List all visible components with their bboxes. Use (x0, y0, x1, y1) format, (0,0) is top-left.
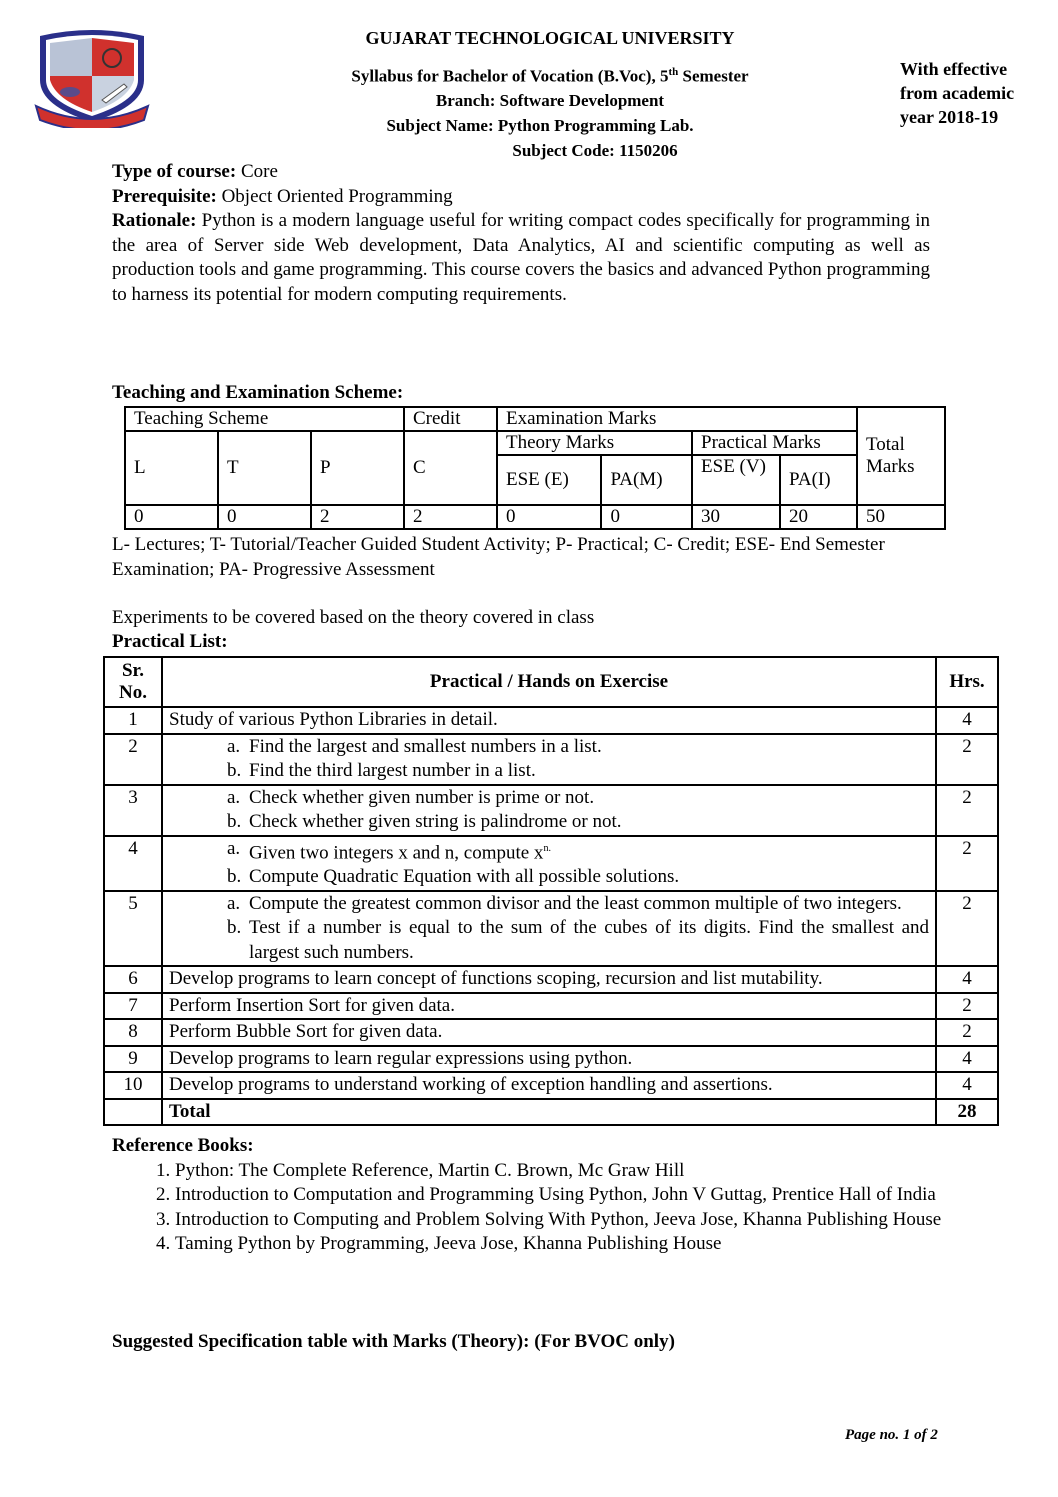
col-c: C (404, 431, 497, 505)
references-heading: Reference Books: (112, 1135, 254, 1156)
practical-table (103, 656, 999, 1126)
table-row (104, 1019, 998, 1046)
subject-code: Subject Code: 1150206 (512, 141, 678, 160)
sub-label: b. (227, 760, 242, 781)
sub-text (249, 837, 929, 866)
col-exercise: Practical / Hands on Exercise (162, 657, 936, 707)
value-total: 50 (857, 505, 945, 529)
row-sr: 1 (104, 707, 162, 734)
total-sr (104, 1099, 162, 1126)
sub-text-main: Given two integers x and n, compute x (249, 841, 544, 863)
row-text: Perform Bubble Sort for given data. (162, 1019, 936, 1046)
reference-item: 4. Taming Python by Programming, Jeeva Jose, Khanna Publishing House (175, 1232, 942, 1257)
table-row (104, 1072, 998, 1099)
row-sr: 3 (104, 785, 162, 836)
value-pa-i: 20 (780, 505, 857, 529)
effective-line: year 2018-19 (900, 107, 999, 127)
row-hrs: 4 (936, 966, 998, 993)
sub-text: Compute the greatest common divisor and the least common multiple of two integers. (249, 892, 902, 914)
sub-text: Check whether given number is prime or not. (249, 786, 595, 808)
value-t: 0 (218, 505, 311, 529)
table-row (104, 836, 998, 891)
row-hrs: 4 (936, 707, 998, 734)
scheme-legend (112, 533, 930, 582)
exponent: n. (543, 842, 551, 854)
sub-label: a. (227, 786, 241, 808)
rationale-label: Rationale: (112, 210, 197, 231)
sub-label: b. (227, 866, 242, 888)
university-logo (32, 28, 152, 128)
col-pa-m: PA(M) (601, 455, 692, 505)
table-row (104, 891, 998, 967)
row-sr: 5 (104, 891, 162, 967)
prereq-value: Object Oriented Programming (216, 185, 453, 207)
table-row (104, 966, 998, 993)
legend-text: L- Lectures; T- Tutorial/Teacher Guided Student Activity; P- Practical; C- Credit; ESE- End Semester Examination; PA- Progressive Assessment (112, 534, 885, 580)
row-text: Perform Insertion Sort for given data. (162, 993, 936, 1020)
spec-heading: Suggested Specification table with Marks (Theory): (For BVOC only) (112, 1331, 675, 1352)
sub-text: Find the third largest number in a list. (249, 760, 536, 781)
col-pa-i: PA(I) (780, 455, 857, 505)
sub-text: Compute Quadratic Equation with all possible solutions. (249, 866, 680, 888)
teaching-scheme-header: Teaching Scheme (125, 407, 404, 431)
sub-label: a. (227, 892, 241, 914)
type-of-course (112, 160, 930, 185)
table-row (104, 993, 998, 1020)
sub-label: b. (227, 811, 242, 832)
col-p: P (311, 431, 404, 505)
col-l: L (125, 431, 218, 505)
course-info (112, 160, 930, 307)
syllabus-line (240, 66, 860, 87)
syllabus-suffix: Semester (678, 66, 749, 86)
row-text (162, 836, 936, 891)
scheme-heading: Teaching and Examination Scheme: (112, 382, 404, 403)
row-text (162, 734, 936, 785)
rationale (112, 209, 930, 307)
total-marks-header: Total Marks (857, 407, 945, 505)
row-hrs: 2 (936, 891, 998, 967)
col-sr-no: Sr. No. (104, 657, 162, 707)
reference-item: 3. Introduction to Computing and Problem Solving With Python, Jeeva Jose, Khanna Publishing House (175, 1208, 942, 1233)
sub-label: a. (227, 837, 241, 859)
reference-item: 2. Introduction to Computation and Programming Using Python, John V Guttag, Prentice Hall of India (175, 1183, 942, 1208)
reference-item: 1. Python: The Complete Reference, Martin C. Brown, Mc Graw Hill (175, 1159, 942, 1184)
effective-line: from academic (900, 83, 1015, 103)
row-text: Develop programs to learn regular expressions using python. (162, 1046, 936, 1073)
table-row (104, 734, 998, 785)
row-text: Develop programs to understand working of exception handling and assertions. (162, 1072, 936, 1099)
subject-name: Subject Name: Python Programming Lab. (386, 116, 694, 135)
row-sr: 9 (104, 1046, 162, 1073)
value-l: 0 (125, 505, 218, 529)
table-row (104, 707, 998, 734)
sub-label: b. (227, 917, 242, 939)
prereq-label: Prerequisite: (112, 185, 217, 207)
theory-marks-header: Theory Marks (497, 431, 692, 455)
row-text: Develop programs to learn concept of functions scoping, recursion and list mutability. (162, 966, 936, 993)
row-hrs: 4 (936, 1072, 998, 1099)
row-sr: 6 (104, 966, 162, 993)
col-ese-e: ESE (E) (497, 455, 601, 505)
practical-intro: Experiments to be covered based on the theory covered in class (112, 607, 595, 628)
sub-text: Find the largest and smallest numbers in a list. (249, 735, 602, 757)
row-hrs: 4 (936, 1046, 998, 1073)
row-hrs: 2 (936, 836, 998, 891)
effective-line: With effective (900, 59, 1008, 79)
row-text (162, 785, 936, 836)
type-label: Type of course: (112, 161, 237, 182)
value-pa-m: 0 (601, 505, 692, 529)
value-c: 2 (404, 505, 497, 529)
row-hrs: 2 (936, 734, 998, 785)
row-sr: 7 (104, 993, 162, 1020)
credit-header: Credit (404, 407, 497, 431)
row-hrs: 2 (936, 785, 998, 836)
syllabus-text: Syllabus for Bachelor of Vocation (B.Voc), 5 (351, 66, 669, 86)
total-row (104, 1099, 998, 1126)
practical-marks-header: Practical Marks (692, 431, 857, 455)
row-hrs: 2 (936, 993, 998, 1020)
col-hrs: Hrs. (936, 657, 998, 707)
gtu-shield-icon (32, 28, 152, 128)
sub-text: Test if a number is equal to the sum of the cubes of its digits. Find the smallest and largest such numbers. (249, 917, 929, 963)
total-label: Total (162, 1099, 936, 1126)
row-sr: 2 (104, 734, 162, 785)
teaching-scheme-table (124, 406, 946, 530)
table-row (104, 785, 998, 836)
row-text (162, 891, 936, 967)
syllabus-sup: th (668, 66, 679, 78)
sub-label: a. (227, 735, 241, 757)
reference-books (112, 1134, 942, 1257)
effective-note (900, 57, 1040, 129)
prerequisite (112, 185, 930, 210)
branch: Branch: Software Development (435, 91, 665, 110)
university-name: GUJARAT TECHNOLOGICAL UNIVERSITY (365, 28, 735, 48)
row-sr: 8 (104, 1019, 162, 1046)
col-ese-v: ESE (V) (692, 455, 780, 505)
page-number: Page no. 1 of 2 (845, 1427, 938, 1443)
value-ese-v: 30 (692, 505, 780, 529)
type-value: Core (236, 161, 278, 182)
row-hrs: 2 (936, 1019, 998, 1046)
row-sr: 10 (104, 1072, 162, 1099)
value-ese-e: 0 (497, 505, 601, 529)
rationale-value: Python is a modern language useful for writing compact codes specifically for programming in the area of Server side Web development, Data Analytics, AI and scientific computing as well as production tools and game programming. This course covers the basics and advanced Python programming to harness its potential for modern computing requirements. (112, 210, 930, 305)
row-sr: 4 (104, 836, 162, 891)
value-p: 2 (311, 505, 404, 529)
exam-marks-header: Examination Marks (497, 407, 857, 431)
col-t: T (218, 431, 311, 505)
sub-text: Check whether given string is palindrome or not. (249, 811, 622, 832)
row-text: Study of various Python Libraries in detail. (162, 707, 936, 734)
reference-list (112, 1159, 942, 1257)
total-hrs: 28 (936, 1099, 998, 1126)
table-row (104, 1046, 998, 1073)
practical-heading: Practical List: (112, 631, 228, 652)
